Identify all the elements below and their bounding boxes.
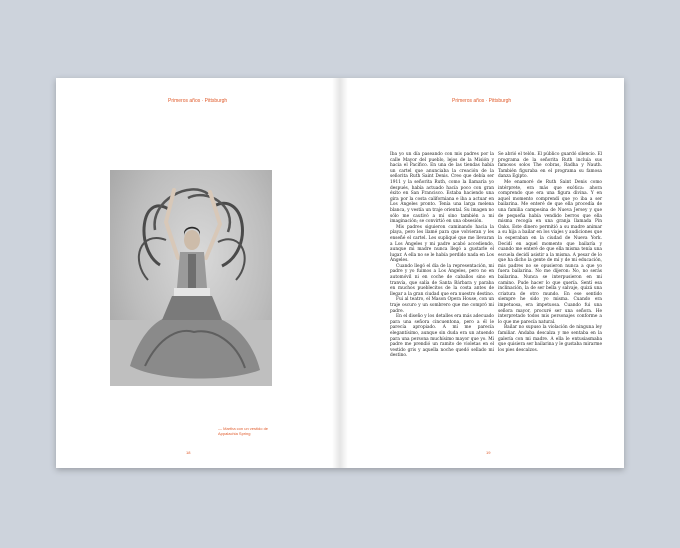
paragraph: En el diseño y los detalles era más adecuado para una señora cincuentona, pero a él le parecía apropiado. A mí me parecía elegantísimo, aunque sin duda era un atuendo para una persona muchísimo mayor que yo. Mi padre me prendió un ramito de violetas en el vestido gris y aquella noche quedó sellado mi destino. bbox=[390, 314, 494, 359]
paragraph: Cuando llegó el día de la representación, mi padre y yo fuimos a Los Ángeles, pero no en automóvil ni en coche de caballos sino en tranvía, que salía de Santa Bárbara y paraba en muchos pueblecitos de la costa antes de llegar a la gran ciudad que era nuestro destino. bbox=[390, 263, 494, 297]
page-number-left: 18 bbox=[186, 450, 191, 455]
paragraph: Mis padres siguieron caminando hacia la playa, pero les llamé para que volvieran y les enseñé el cartel. Les supliqué que me llevaran a Los Ángeles y mi padre acabó accediendo, aunque mi madre nunca llegó a gustarle el lugar. A ella no se le había perdido nada en Los Ángeles. bbox=[390, 224, 494, 264]
caption-line: Appalachia Spring bbox=[218, 431, 251, 436]
book-spread bbox=[56, 78, 624, 468]
dancer-photo-illustration bbox=[110, 170, 272, 386]
page-number-right: 19 bbox=[486, 450, 491, 455]
running-head-left: Primeros años · Pittsburgh bbox=[168, 98, 228, 104]
text-column-1 bbox=[390, 152, 494, 359]
caption-line: — Martha con un vestido de bbox=[218, 426, 269, 431]
left-page bbox=[56, 78, 340, 468]
running-head-right: Primeros años · Pittsburgh bbox=[452, 98, 512, 104]
paragraph: Bailar no supuso la violación de ninguna ley familiar. Andaba descalza y me sentaba en la galería con mi madre. A ella le entusiasmaba que quisiera ser bailarina y le gustaba mirarme los pies descalzos. bbox=[498, 325, 602, 353]
text-column-2 bbox=[498, 152, 602, 353]
paragraph: Se abrió el telón. El público guardó silencio. El programa de la señorita Ruth incluía sus famosos solos The cobras, Radha y Nauth. También figuraba en el programa su famosa danza Egipto. bbox=[498, 152, 602, 180]
paragraph: Me enamoré de Ruth Saint Denis como intérprete, era más que exótica: ahora comprendo que era una figura divina. Y en aquel momento comprendí que yo iba a ser bailarina. Me enteré de que ella procedía de una familia campesina de Nueva Jersey y que de pequeña había vendido berros que ella misma recogía en una granja llamada Pin Oaks. Este dinero permitió a su madre animar a su hija a bailar en los viajes y audiciones que la esperaban en la ciudad de Nueva York. Decidí en aquel momento que bailaría y cuando me enteré de que ella misma tenía una escuela decidí asistir a la misma. A pesar de lo que ha dicho la gente de mí y de mi educación, mis padres no se opusieron nunca a que yo fuera bailarina. No me dijeron: No, no serás bailarina. Nunca se interpusieron en mi camino. Pude hacer lo que quería. Sentí esa inclinación, la de ser bella y salvaje, quizá una criatura de otro mundo. En ese sentido siempre he sido yo misma. Cuando era impetuosa, era impetuosa. Cuando fui una señora mayor, procuré ser una señora. He interpretado todos mis personajes conforme a lo que me parecía natural. bbox=[498, 179, 602, 325]
paragraph: Iba yo un día paseando con mis padres por la calle Mayor del pueblo, lejos de la Misión y hacia el Pacífico. En una de las tiendas había un cartel que anunciaba la creación de la señorita Ruth Saint Denis. Creo que debía ser 1911 y la señorita Ruth, como la llamaría yo después, había actuado hacía poco con gran éxito en San Francisco. Estaba haciendo una gira por la costa californiana e iba a actuar en Los Ángeles pronto. Tenía una larga melena blanca, y vestía un traje oriental. Su imagen no sólo me cautivó a mí sino también a mi imaginación; se convirtió en una obsesión. bbox=[390, 152, 494, 225]
dancer-photograph bbox=[110, 170, 272, 386]
photo-caption bbox=[218, 426, 288, 436]
right-page bbox=[340, 78, 624, 468]
paragraph: Fui al teatro, el Mason Opera House, con un traje oscuro y un sombrero que me compró mi padre. bbox=[390, 297, 494, 314]
